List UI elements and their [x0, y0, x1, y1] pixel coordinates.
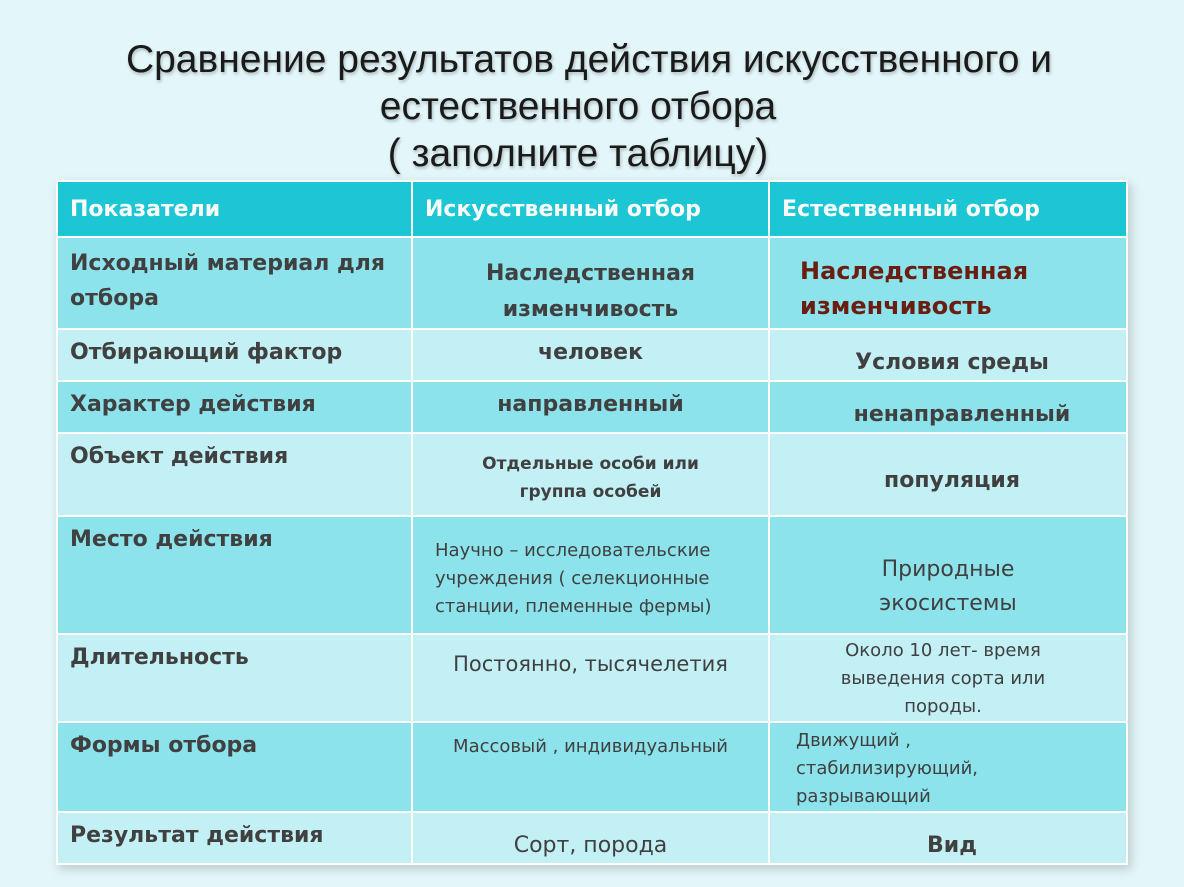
- row-label: Характер действия: [57, 381, 412, 433]
- artificial-cell: [412, 329, 769, 381]
- title-line-2: естественного отбора: [379, 85, 777, 128]
- header-artificial: Искусственный отбор: [412, 181, 769, 237]
- natural-value: Природные экосистемы: [879, 557, 1017, 616]
- row-label: Отбирающий фактор: [57, 329, 412, 381]
- table-row: [57, 722, 1127, 812]
- artificial-value: Отдельные особи или группа особей: [482, 454, 699, 502]
- artificial-value: Массовый , индивидуальный: [453, 736, 728, 757]
- row-label: Объект действия: [57, 433, 412, 516]
- artificial-cell: [412, 237, 769, 329]
- natural-value: Условия среды: [855, 350, 1049, 375]
- title-line-3: ( заполните таблицу): [387, 132, 769, 175]
- table-row: [57, 634, 1127, 722]
- table-row: [57, 516, 1127, 634]
- table-row: [57, 329, 1127, 381]
- artificial-cell: [412, 433, 769, 516]
- natural-cell: [769, 433, 1127, 516]
- natural-cell: [769, 812, 1127, 864]
- natural-cell: [769, 329, 1127, 381]
- comparison-table: [56, 180, 1128, 865]
- natural-cell: [769, 634, 1127, 722]
- artificial-value: Наследственная изменчивость: [485, 261, 696, 322]
- artificial-value: Сорт, порода: [513, 833, 668, 858]
- artificial-value: Постоянно, тысячелетия: [453, 652, 728, 676]
- table-header-row: [57, 181, 1127, 237]
- table-row: [57, 381, 1127, 433]
- slide-title: [0, 36, 1184, 177]
- table-row: [57, 433, 1127, 516]
- natural-cell: [769, 516, 1127, 634]
- artificial-cell: [412, 812, 769, 864]
- row-label: Результат действия: [57, 812, 412, 864]
- natural-value: популяция: [884, 468, 1020, 493]
- artificial-value: человек: [537, 340, 644, 365]
- artificial-value: направленный: [497, 392, 684, 417]
- natural-value: ненаправленный: [853, 402, 1071, 427]
- natural-cell: [769, 722, 1127, 812]
- artificial-cell: [412, 634, 769, 722]
- natural-cell: [769, 237, 1127, 329]
- natural-value: Движущий , стабилизирующий, разрывающий: [796, 730, 978, 807]
- table-row: [57, 812, 1127, 864]
- header-indicators: Показатели: [57, 181, 412, 237]
- artificial-cell: [412, 381, 769, 433]
- title-line-1: Сравнение результатов действия искусственного и: [125, 38, 1053, 81]
- row-label: Исходный материал для отбора: [57, 237, 412, 329]
- artificial-value: Научно – исследовательские учреждения ( селекционные станции, племенные фермы): [435, 540, 712, 617]
- header-natural: Естественный отбор: [769, 181, 1127, 237]
- row-label: Длительность: [57, 634, 412, 722]
- natural-cell: [769, 381, 1127, 433]
- table-row: [57, 237, 1127, 329]
- natural-value: Вид: [927, 833, 977, 858]
- row-label: Формы отбора: [57, 722, 412, 812]
- natural-value: Около 10 лет- время выведения сорта или породы.: [840, 640, 1046, 717]
- artificial-cell: [412, 722, 769, 812]
- row-label: Место действия: [57, 516, 412, 634]
- natural-value: Наследственная изменчивость: [800, 257, 1029, 320]
- artificial-cell: [412, 516, 769, 634]
